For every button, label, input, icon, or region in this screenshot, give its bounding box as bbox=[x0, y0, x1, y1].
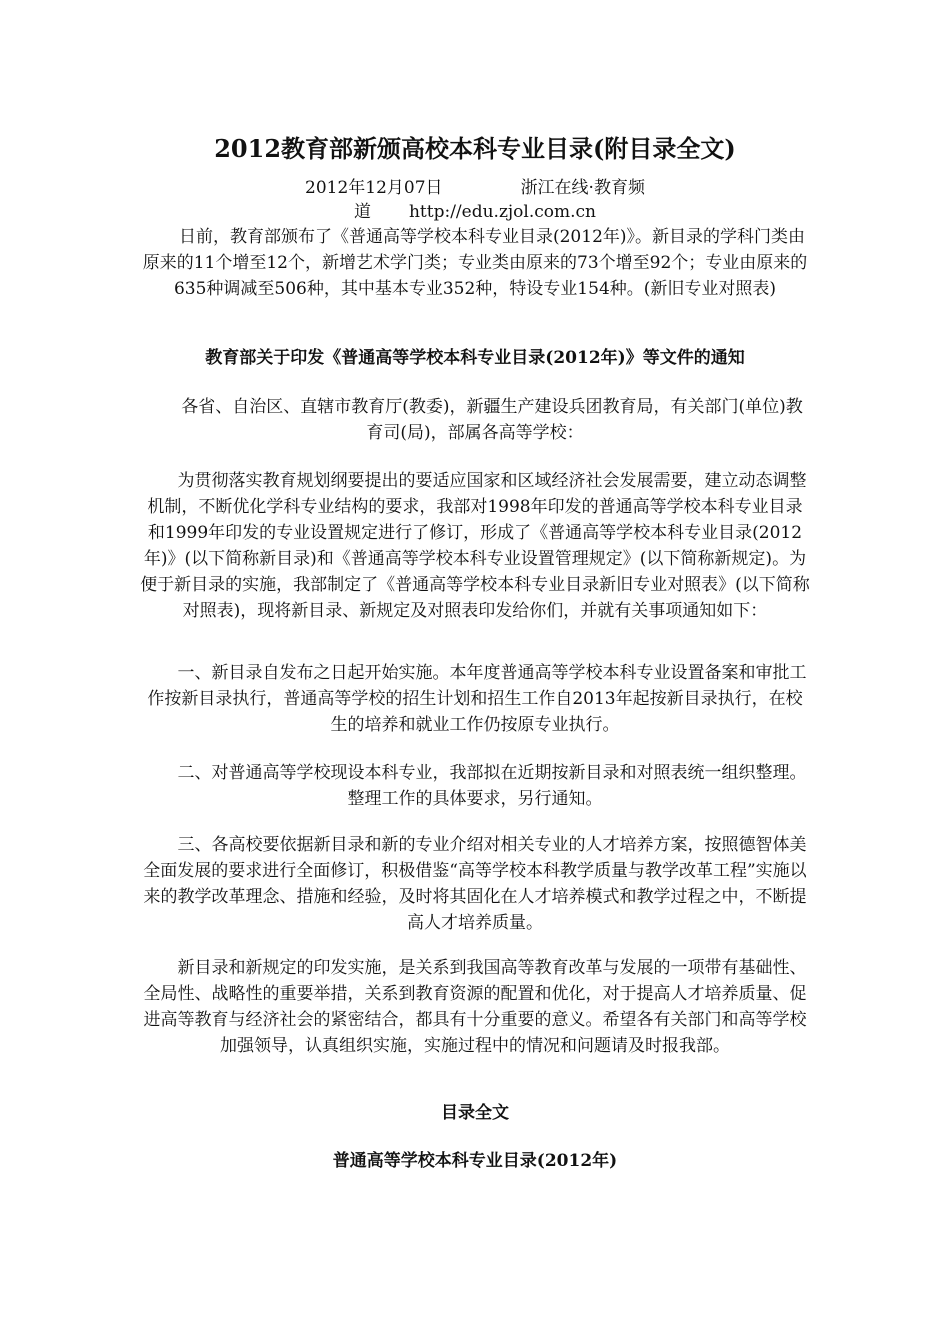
intro-paragraph: 日前，教育部颁布了《普通高等学校本科专业目录(2012年)》。新目录的学科门类由原来的11个增至12个，新增艺术学门类；专业类由原来的73个增至92个；专业由原来的635种调减至506种，其中基本专业352种，特设专业154种。(新旧专业对照表) bbox=[142, 227, 808, 299]
source-name-cont: 道 bbox=[353, 202, 371, 222]
notice-item-1: 一、新目录自发布之日起开始实施。本年度普通高等学校本科专业设置备案和审批工作按新目录执行，普通高等学校的招生计划和招生工作自2013年起按新目录执行，在校生的培养和就业工作仍按原专业执行。 bbox=[147, 663, 807, 735]
body-paragraph-1: 为贯彻落实教育规划纲要提出的要适应国家和区域经济社会发展需要，建立动态调整机制，不断优化学科专业结构的要求，我部对1998年印发的普通高等学校本科专业目录和1999年印发的专业设置规定进行了修订，形成了《普通高等学校本科专业目录(2012年)》(以下简称新目录)和《普通高等学校本科专业设置管理规定》(以下简称新规定)。为便于新目录的实施，我部制定了《普通高等学校本科专业目录新旧专业对照表》(以下简称对照表)，现将新目录、新规定及对照表印发给你们，并就有关事项通知如下： bbox=[140, 471, 810, 621]
article-meta bbox=[0, 176, 950, 224]
section-title: 目录全文 bbox=[441, 1103, 509, 1123]
notice-item-3: 三、各高校要依据新目录和新的专业介绍对相关专业的人才培养方案，按照德智体美全面发展的要求进行全面修订，积极借鉴“高等学校本科教学质量与教学改革工程”实施以来的教学改革理念、措施和经验，及时将其固化在人才培养模式和教学过程之中，不断提高人才培养质量。 bbox=[143, 835, 807, 933]
notice-title: 教育部关于印发《普通高等学校本科专业目录(2012年)》等文件的通知 bbox=[205, 348, 745, 368]
catalog-title: 普通高等学校本科专业目录(2012年) bbox=[332, 1151, 618, 1171]
source-name: 浙江在线·教育频 bbox=[520, 178, 645, 198]
source-url[interactable]: http://edu.zjol.com.cn bbox=[408, 202, 597, 222]
addressee-paragraph: 各省、自治区、直辖市教育厅(教委)，新疆生产建设兵团教育局，有关部门(单位)教育司(局)，部属各高等学校： bbox=[181, 397, 803, 443]
closing-paragraph: 新目录和新规定的印发实施，是关系到我国高等教育改革与发展的一项带有基础性、全局性、战略性的重要举措，关系到教育资源的配置和优化，对于提高人才培养质量、促进高等教育与经济社会的紧密结合，都具有十分重要的意义。希望各有关部门和高等学校加强领导，认真组织实施，实施过程中的情况和问题请及时报我部。 bbox=[143, 958, 807, 1056]
document-title: 2012教育部新颁高校本科专业目录(附目录全文) bbox=[214, 134, 736, 163]
notice-item-2: 二、对普通高等学校现设本科专业，我部拟在近期按新目录和对照表统一组织整理。整理工作的具体要求，另行通知。 bbox=[177, 763, 807, 809]
publish-date: 2012年12月07日 bbox=[305, 178, 443, 198]
